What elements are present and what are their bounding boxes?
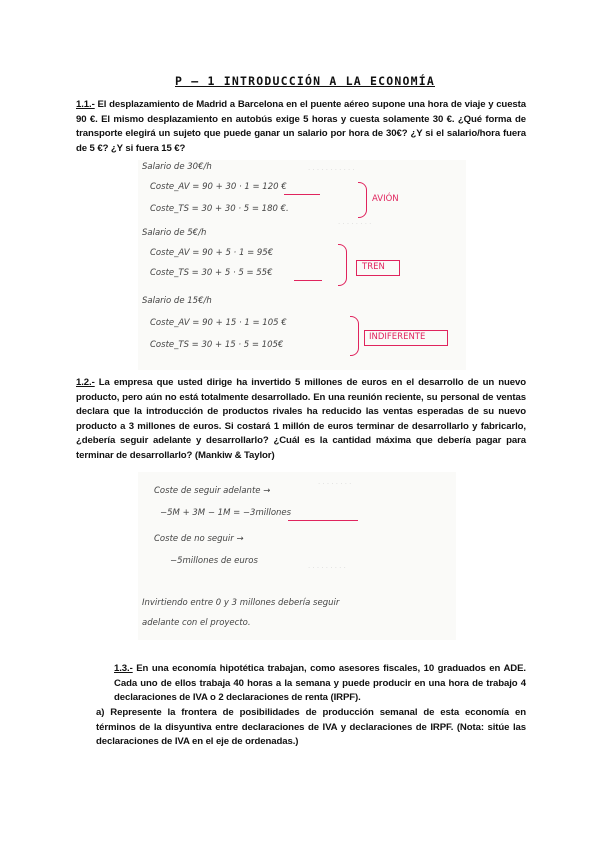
exercise-1-2 bbox=[76, 376, 526, 463]
highlight-underline bbox=[284, 194, 320, 195]
brace bbox=[358, 182, 367, 218]
exercise-text: El desplazamiento de Madrid a Barcelona en el puente aéreo supone una hora de viaje y cuesta 90 €. El mismo desplazamiento en autobús exige 5 horas y cuesta solamente 30 €. ¿Qué forma de transporte elegirá un sujeto que puede ganar un salario por hora de 30€? ¿Y si el salario/hora fuera de 5 €? ¿Y si fuera 15 €? bbox=[76, 99, 526, 154]
bleed-through: · · · · · · · · · bbox=[308, 564, 346, 572]
handwritten-solution-1-1 bbox=[138, 160, 466, 370]
item-label: a) bbox=[96, 707, 105, 718]
cost-line: Coste_AV = 90 + 30 · 1 = 120 € bbox=[150, 182, 287, 192]
exercise-1-3-a bbox=[96, 706, 526, 750]
exercise-1-3 bbox=[114, 662, 526, 706]
brace bbox=[338, 244, 347, 286]
salary-label-15: Salario de 15€/h bbox=[142, 296, 212, 306]
page-title: P – 1 INTRODUCCIÓN A LA ECONOMÍA bbox=[175, 74, 435, 88]
cost-line: Coste_AV = 90 + 15 · 1 = 105 € bbox=[150, 318, 287, 328]
exercise-text: La empresa que usted dirige ha invertido 5 millones de euros en el desarrollo de un nuevo producto, pero aún no está totalmente desarrollado. En una reunión reciente, su personal de ventas declara que la introducción de productos rivales ha reducido las ventas esperadas de su nuevo producto a 3 millones de euros. Si costará 1 millón de euros terminar de desarrollarlo y fabricarlo, ¿debería seguir adelante y desarrollarlo? ¿Cuál es la cantidad máxima que debería pagar para terminar de desarrollarlo? (Mankiw & Taylor) bbox=[76, 377, 526, 461]
exercise-text: En una economía hipotética trabajan, como asesores fiscales, 10 graduados en ADE. Cada uno de ellos trabaja 40 horas a la semana y puede producir en una hora de trabajo 4 declaraciones de IVA o 2 declaraciones de renta (IRPF). bbox=[114, 663, 526, 703]
answer-label: TREN bbox=[362, 262, 385, 272]
answer-label: AVIÓN bbox=[372, 194, 399, 204]
exercise-number: 1.2.- bbox=[76, 377, 95, 388]
cost-line: Coste_TS = 30 + 5 · 5 = 55€ bbox=[150, 268, 273, 278]
handwritten-line: Invirtiendo entre 0 y 3 millones debería seguir bbox=[142, 598, 340, 608]
exercise-number: 1.1.- bbox=[76, 99, 95, 110]
cost-line: Coste_TS = 30 + 15 · 5 = 105€ bbox=[150, 340, 284, 350]
brace bbox=[350, 316, 359, 356]
handwritten-line: adelante con el proyecto. bbox=[142, 618, 251, 628]
handwritten-line: −5M + 3M − 1M = −3millones bbox=[160, 508, 292, 518]
cost-line: Coste_TS = 30 + 30 · 5 = 180 €. bbox=[150, 204, 289, 214]
bleed-through: · · · · · · · · bbox=[338, 220, 372, 228]
bleed-through: · · · · · · · · · · · bbox=[308, 166, 355, 174]
salary-label-30: Salario de 30€/h bbox=[142, 162, 212, 172]
exercise-number: 1.3.- bbox=[114, 663, 133, 674]
highlight-underline bbox=[294, 280, 322, 281]
item-text: Represente la frontera de posibilidades de producción semanal de esta economía en términos de la disyuntiva entre declaraciones de IVA y declaraciones de IRPF. (Nota: sitúe las declaraciones de IVA en el eje de ordenadas.) bbox=[96, 707, 526, 747]
bleed-through: · · · · · · · · bbox=[318, 480, 352, 488]
answer-label: INDIFERENTE bbox=[369, 332, 426, 342]
handwritten-solution-1-2 bbox=[138, 472, 456, 640]
handwritten-line: −5millones de euros bbox=[170, 556, 258, 566]
handwritten-line: Coste de seguir adelante → bbox=[154, 486, 271, 496]
salary-label-5: Salario de 5€/h bbox=[142, 228, 207, 238]
exercise-1-1 bbox=[76, 98, 526, 156]
cost-line: Coste_AV = 90 + 5 · 1 = 95€ bbox=[150, 248, 274, 258]
handwritten-line: Coste de no seguir → bbox=[154, 534, 244, 544]
highlight-underline bbox=[288, 520, 358, 521]
